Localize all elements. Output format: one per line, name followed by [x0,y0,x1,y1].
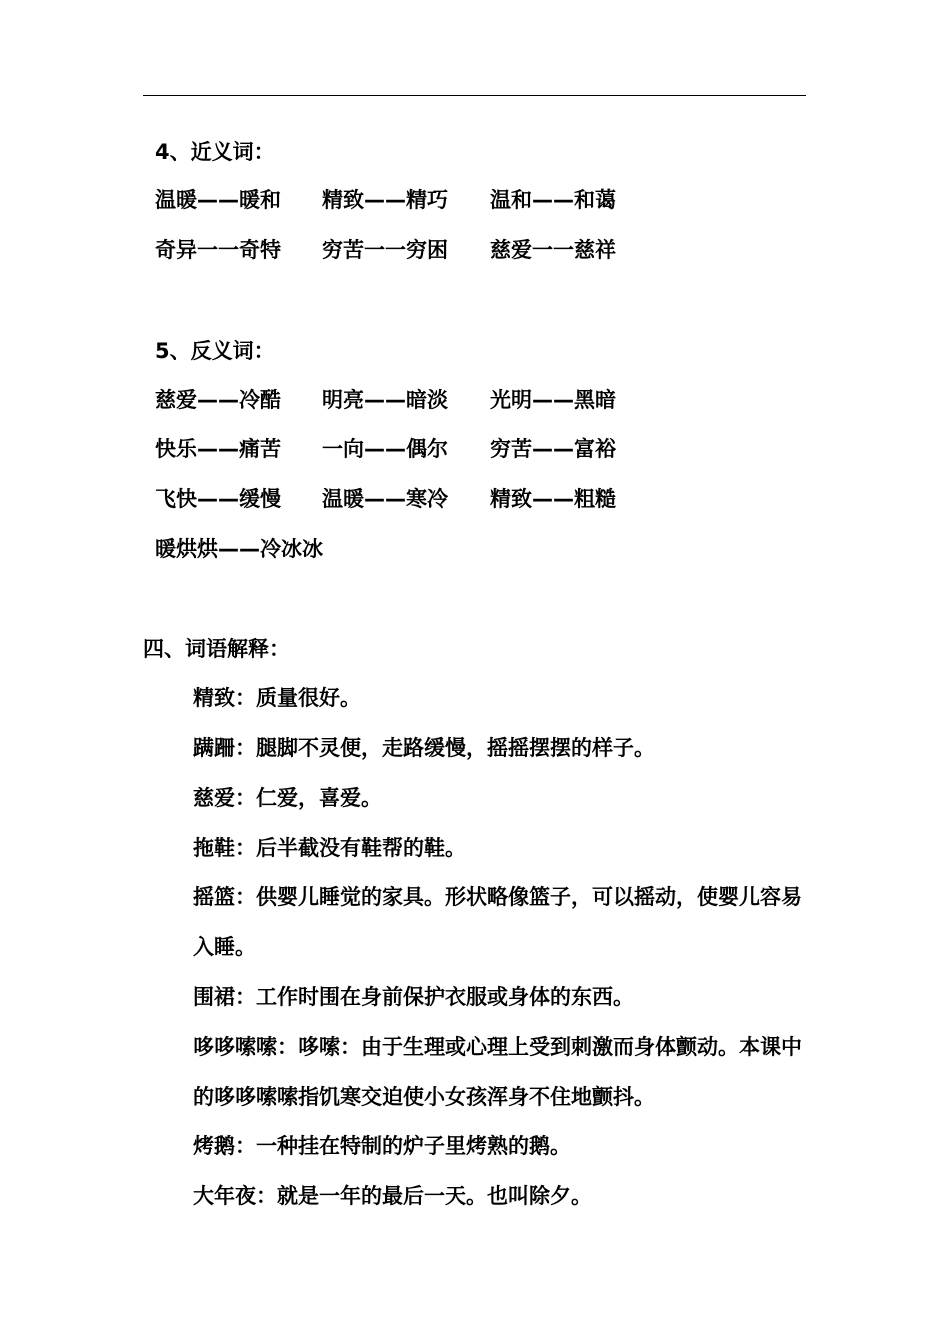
explanations-heading: 四、词语解释： [143,637,290,661]
antonym-pair: 暖烘烘——冷冰冰 [155,537,323,561]
antonym-pair: 飞快——缓慢 [155,487,281,511]
explanation-item: 精致：质量很好。 [193,686,361,710]
synonym-pair: 穷苦一一穷困 [322,238,448,262]
synonym-pair: 精致——精巧 [322,188,448,212]
antonym-pair: 快乐——痛苦 [155,437,281,461]
antonyms-heading: 5、反义词： [155,339,275,363]
explanation-item: 烤鹅：一种挂在特制的炉子里烤熟的鹅。 [193,1134,571,1158]
antonym-pair: 穷苦——富裕 [490,437,616,461]
synonym-pair: 温和——和蔼 [490,188,616,212]
antonym-pair: 慈爱——冷酷 [155,388,281,412]
synonym-pair: 温暖——暖和 [155,188,281,212]
antonym-pair: 一向——偶尔 [322,437,448,461]
explanation-item: 摇篮：供婴儿睡觉的家具。形状略像篮子，可以摇动，使婴儿容易入睡。 [193,885,802,959]
explanation-item: 蹒跚：腿脚不灵便，走路缓慢，摇摇摆摆的样子。 [193,736,655,760]
antonym-pair: 精致——粗糙 [490,487,616,511]
antonym-pair: 光明——黑暗 [490,388,616,412]
antonym-pair: 明亮——暗淡 [322,388,448,412]
header-rule [143,95,806,96]
synonym-pair: 慈爱一一慈祥 [490,238,616,262]
explanation-item: 大年夜：就是一年的最后一天。也叫除夕。 [193,1184,592,1208]
explanation-item: 围裙：工作时围在身前保护衣服或身体的东西。 [193,985,634,1009]
synonym-pair: 奇异一一奇特 [155,238,281,262]
explanation-item: 慈爱：仁爱，喜爱。 [193,786,382,810]
explanation-item: 拖鞋：后半截没有鞋帮的鞋。 [193,836,466,860]
explanation-item: 哆哆嗦嗦：哆嗦：由于生理或心理上受到刺激而身体颤动。本课中的哆哆嗦嗦指饥寒交迫使小女孩浑身不住地颤抖。 [193,1035,802,1109]
antonym-pair: 温暖——寒冷 [322,487,448,511]
synonyms-heading: 4、近义词： [155,140,275,164]
